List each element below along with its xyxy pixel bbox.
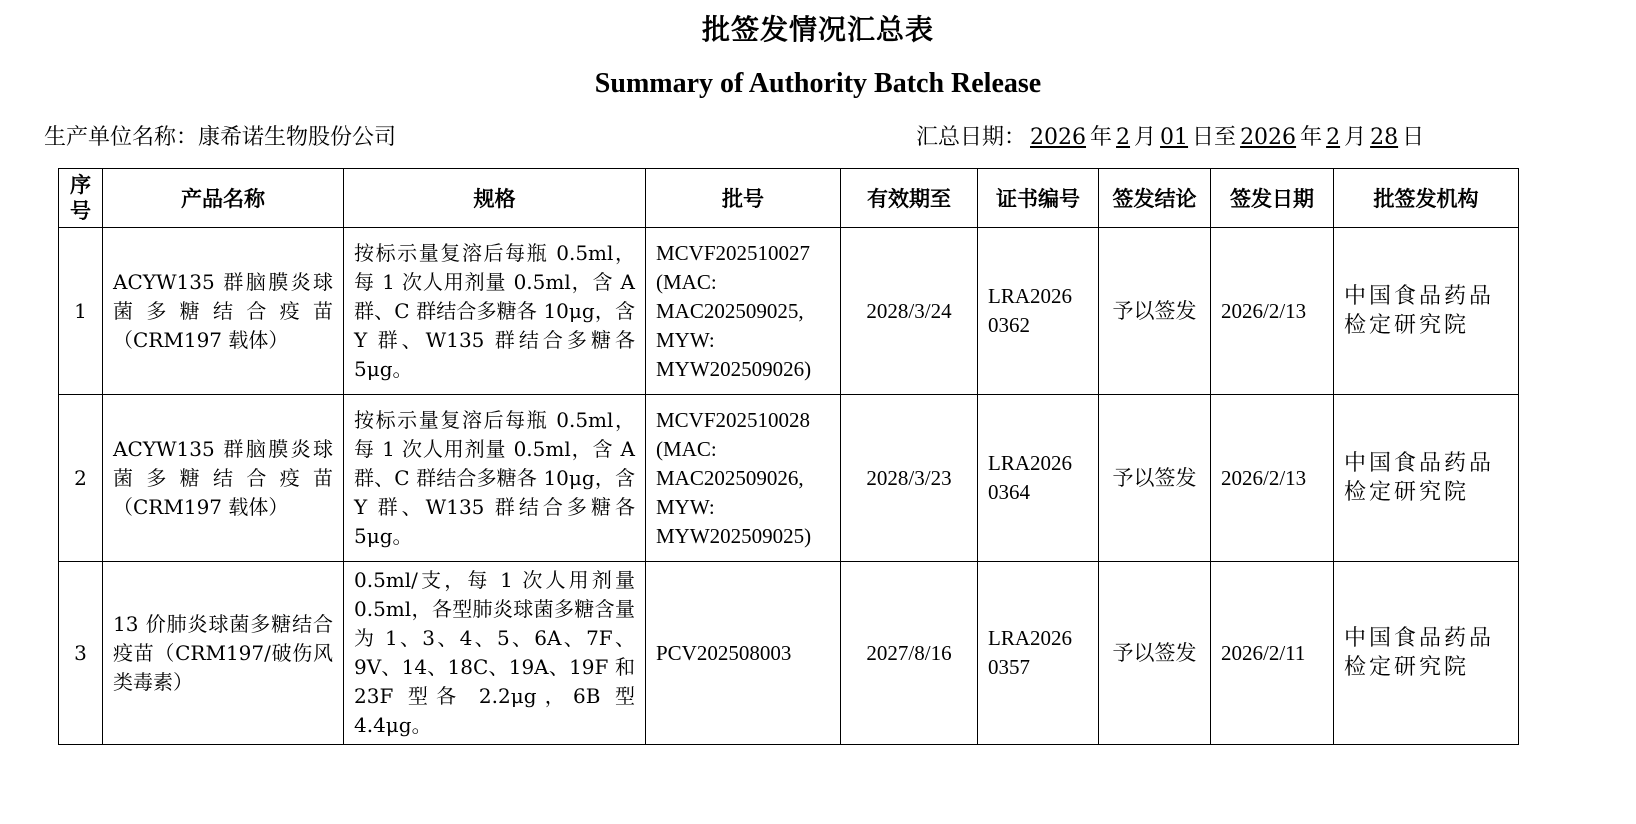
cell-cert (978, 562, 1099, 745)
cert-line: LRA2026 (988, 284, 1072, 308)
end-month: 2 (1326, 125, 1341, 150)
table-row (59, 228, 1519, 395)
year-unit-2: 年 (1300, 125, 1323, 150)
month-unit-2: 月 (1344, 125, 1367, 150)
cell-release-date: 2026/2/13 (1211, 395, 1334, 562)
table-row (59, 395, 1519, 562)
year-unit: 年 (1090, 125, 1113, 150)
batch-line: (MAC: (656, 436, 717, 461)
cell-expiry: 2027/8/16 (841, 562, 978, 745)
start-day: 01 (1160, 125, 1189, 150)
day-unit: 日 (1402, 125, 1425, 150)
cell-product-name: 13 价肺炎球菌多糖结合疫苗（CRM197/破伤风类毒素） (103, 562, 344, 745)
cert-line: LRA2026 (988, 451, 1072, 475)
end-day: 28 (1370, 125, 1399, 150)
header-expiry: 有效期至 (841, 169, 978, 228)
start-month: 2 (1116, 125, 1131, 150)
cell-spec: 0.5ml/支，每 1 次人用剂量 0.5ml，各型肺炎球菌多糖含量为 1、3、4、5、6A、7F、9V、14、18C、19A、19F 和 23F 型各 2.2μg，6B 型 4.4μg。 (344, 562, 646, 745)
cell-spec: 按标示量复溶后每瓶 0.5ml，每 1 次人用剂量 0.5ml，含 A 群、C 群结合多糖各 10μg，含 Y 群、W135 群结合多糖各 5μg。 (344, 395, 646, 562)
cell-release-date: 2026/2/13 (1211, 228, 1334, 395)
batch-line: MYW202509025) (656, 523, 812, 548)
batch-line: MYW202509026) (656, 356, 812, 381)
cell-spec: 按标示量复溶后每瓶 0.5ml，每 1 次人用剂量 0.5ml，含 A 群、C 群结合多糖各 10μg，含 Y 群、W135 群结合多糖各 5μg。 (344, 228, 646, 395)
batch-line: MYW: (656, 327, 715, 352)
cert-line: 0364 (988, 480, 1030, 504)
header-seq: 序号 (59, 169, 103, 228)
cell-org: 中国食品药品检定研究院 (1334, 395, 1519, 562)
page-title-cn: 批签发情况汇总表 (701, 13, 934, 46)
cell-org: 中国食品药品检定研究院 (1334, 228, 1519, 395)
cell-seq: 2 (59, 395, 103, 562)
batch-release-table (58, 168, 1519, 745)
header-batch: 批号 (646, 169, 841, 228)
batch-line: PCV202508003 (656, 640, 792, 665)
cell-conclusion: 予以签发 (1099, 562, 1211, 745)
batch-line: MAC202509026, (656, 465, 804, 490)
cert-line: LRA2026 (988, 626, 1072, 650)
cell-conclusion: 予以签发 (1099, 395, 1211, 562)
cell-seq: 1 (59, 228, 103, 395)
header-spec: 规格 (344, 169, 646, 228)
header-org: 批签发机构 (1334, 169, 1519, 228)
cell-release-date: 2026/2/11 (1211, 562, 1334, 745)
cell-expiry: 2028/3/23 (841, 395, 978, 562)
table-row (59, 562, 1519, 745)
month-unit: 月 (1134, 125, 1157, 150)
cell-cert (978, 228, 1099, 395)
header-conclusion: 签发结论 (1099, 169, 1211, 228)
cell-batch (646, 395, 841, 562)
cert-line: 0362 (988, 313, 1030, 337)
batch-line: MCVF202510028 (656, 407, 811, 432)
meta-row (44, 120, 1604, 154)
cell-expiry: 2028/3/24 (841, 228, 978, 395)
cell-cert (978, 395, 1099, 562)
cell-conclusion: 予以签发 (1099, 228, 1211, 395)
cell-batch (646, 562, 841, 745)
cell-seq: 3 (59, 562, 103, 745)
header-date: 签发日期 (1211, 169, 1334, 228)
cert-line: 0357 (988, 655, 1030, 679)
producer-label: 生产单位名称：康希诺生物股份公司 (44, 125, 397, 150)
cell-batch (646, 228, 841, 395)
header-name: 产品名称 (103, 169, 344, 228)
batch-line: MAC202509025, (656, 298, 804, 323)
summary-date-label: 汇总日期： (916, 125, 1027, 150)
end-year: 2026 (1240, 125, 1297, 150)
batch-line: MYW: (656, 494, 715, 519)
cell-product-name: ACYW135 群脑膜炎球菌多糖结合疫苗（CRM197 载体） (103, 228, 344, 395)
cell-org: 中国食品药品检定研究院 (1334, 562, 1519, 745)
page-title-en: Summary of Authority Batch Release (594, 68, 1042, 99)
header-cert: 证书编号 (978, 169, 1099, 228)
day-unit-to: 日至 (1192, 125, 1237, 150)
batch-line: MCVF202510027 (656, 240, 811, 265)
batch-line: (MAC: (656, 269, 717, 294)
summary-date-range (916, 120, 1424, 151)
cell-product-name: ACYW135 群脑膜炎球菌多糖结合疫苗（CRM197 载体） (103, 395, 344, 562)
start-year: 2026 (1030, 125, 1087, 150)
table-header-row (59, 169, 1519, 228)
